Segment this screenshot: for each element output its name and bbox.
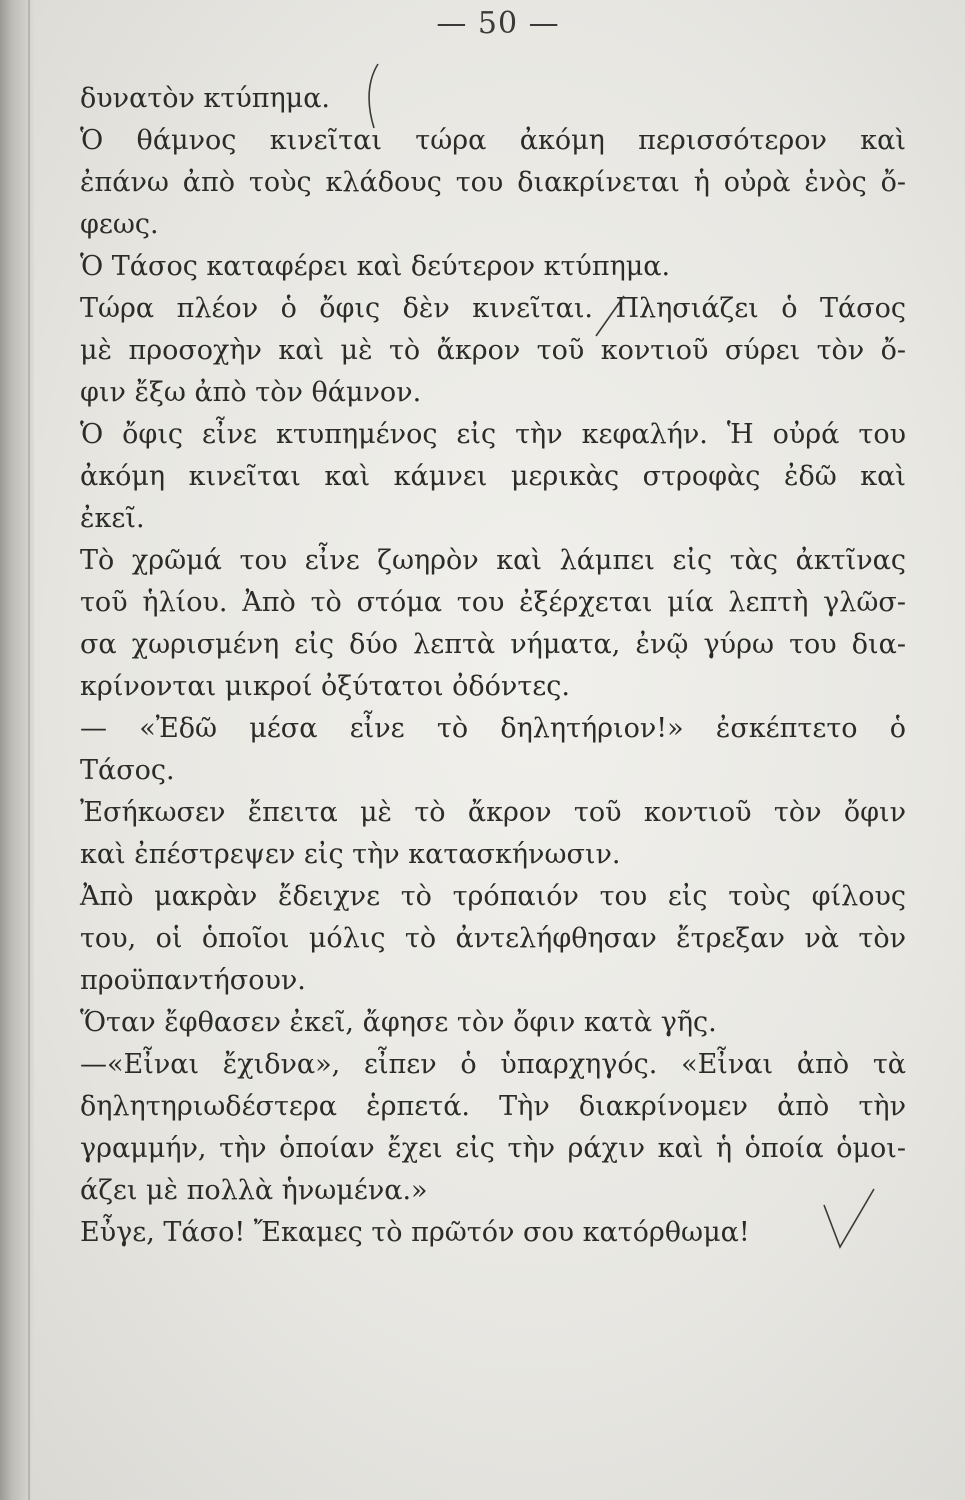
text-line: ἐπάνω ἀπὸ τοὺς κλάδους του διακρίνεται ἡ οὐρὰ ἑνὸς ὄ- [80,167,906,198]
page-binding-edge [0,0,34,1500]
text-line: Τάσος. [80,755,175,786]
text-line: τοῦ ἡλίου. Ἀπὸ τὸ στόμα του ἐξέρχεται μία λεπτὴ γλῶσ- [80,587,906,618]
text-line: προϋπαντήσουν. [80,965,306,996]
pencil-bracket-mark [360,62,390,132]
text-line: Τὸ χρῶμά του εἶνε ζωηρὸν καὶ λάμπει εἰς τὰς ἀκτῖνας [80,545,906,576]
pencil-slash-mark [590,292,630,340]
text-line: άζει μὲ πολλὰ ἡνωμένα.» [80,1175,428,1206]
text-line: ἐκεῖ. [80,503,145,534]
text-line: Ὁ Τάσος καταφέρει καὶ δεύτερον κτύπημα. [80,251,671,282]
text-line: σα χωρισμένη εἰς δύο λεπτὰ νήματα, ἐνῷ γύρω του δια- [80,629,906,660]
text-line: Ὁ θάμνος κινεῖται τώρα ἀκόμη περισσότερον καὶ [80,125,906,156]
text-line: Εὖγε, Τάσο! Ἔκαμες τὸ πρῶτόν σου κατόρθωμα! [80,1217,750,1248]
text-line: μὲ προσοχὴν καὶ μὲ τὸ ἄκρον τοῦ κοντιοῦ σύρει τὸν ὄ- [80,335,906,366]
text-line: γραμμήν, τὴν ὁποίαν ἔχει εἰς τὴν ράχιν καὶ ἡ ὁποία ὁμοι- [80,1133,906,1164]
text-line: φιν ἔξω ἀπὸ τὸν θάμνον. [80,377,422,408]
text-line: του, οἱ ὁποῖοι μόλις τὸ ἀντελήφθησαν ἔτρεξαν νὰ τὸν [80,923,906,954]
text-line: Ἐσήκωσεν ἔπειτα μὲ τὸ ἄκρον τοῦ κοντιοῦ τὸν ὄφιν [80,797,906,828]
text-line: δυνατὸν κτύπημα. [80,83,331,114]
text-line: Ὅταν ἔφθασεν ἐκεῖ, ἄφησε τὸν ὄφιν κατὰ γῆς. [80,1007,717,1038]
text-line: καὶ ἐπέστρεψεν εἰς τὴν κατασκήνωσιν. [80,839,621,870]
text-line: κρίνονται μικροί ὀξύτατοι ὀδόντες. [80,671,570,702]
text-line: ἀκόμη κινεῖται καὶ κάμνει μερικὰς στροφὰς ἐδῶ καὶ [80,461,906,492]
body-text [80,78,906,1254]
text-line: Ἀπὸ μακρὰν ἔδειχνε τὸ τρόπαιόν του εἰς τοὺς φίλους [80,881,906,912]
text-line: — «Ἐδῶ μέσα εἶνε τὸ δηλητήριον!» ἐσκέπτετο ὁ [80,713,906,744]
text-line: Τώρα πλέον ὁ ὄφις δὲν κινεῖται. Πλησιάζει ὁ Τάσος [80,293,906,324]
pencil-check-mark [820,1185,880,1255]
text-line: —«Εἶναι ἔχιδνα», εἶπεν ὁ ὑπαρχηγός. «Εἶναι ἀπὸ τὰ [80,1049,906,1080]
text-line: φεως. [80,209,159,240]
text-line: Ὁ ὄφις εἶνε κτυπημένος εἰς τὴν κεφαλήν. Ἡ οὐρά του [80,419,906,450]
page-number: — 50 — [436,6,560,41]
text-line: δηλητηριωδέστερα ἑρπετά. Τὴν διακρίνομεν ἀπὸ τὴν [80,1091,906,1122]
